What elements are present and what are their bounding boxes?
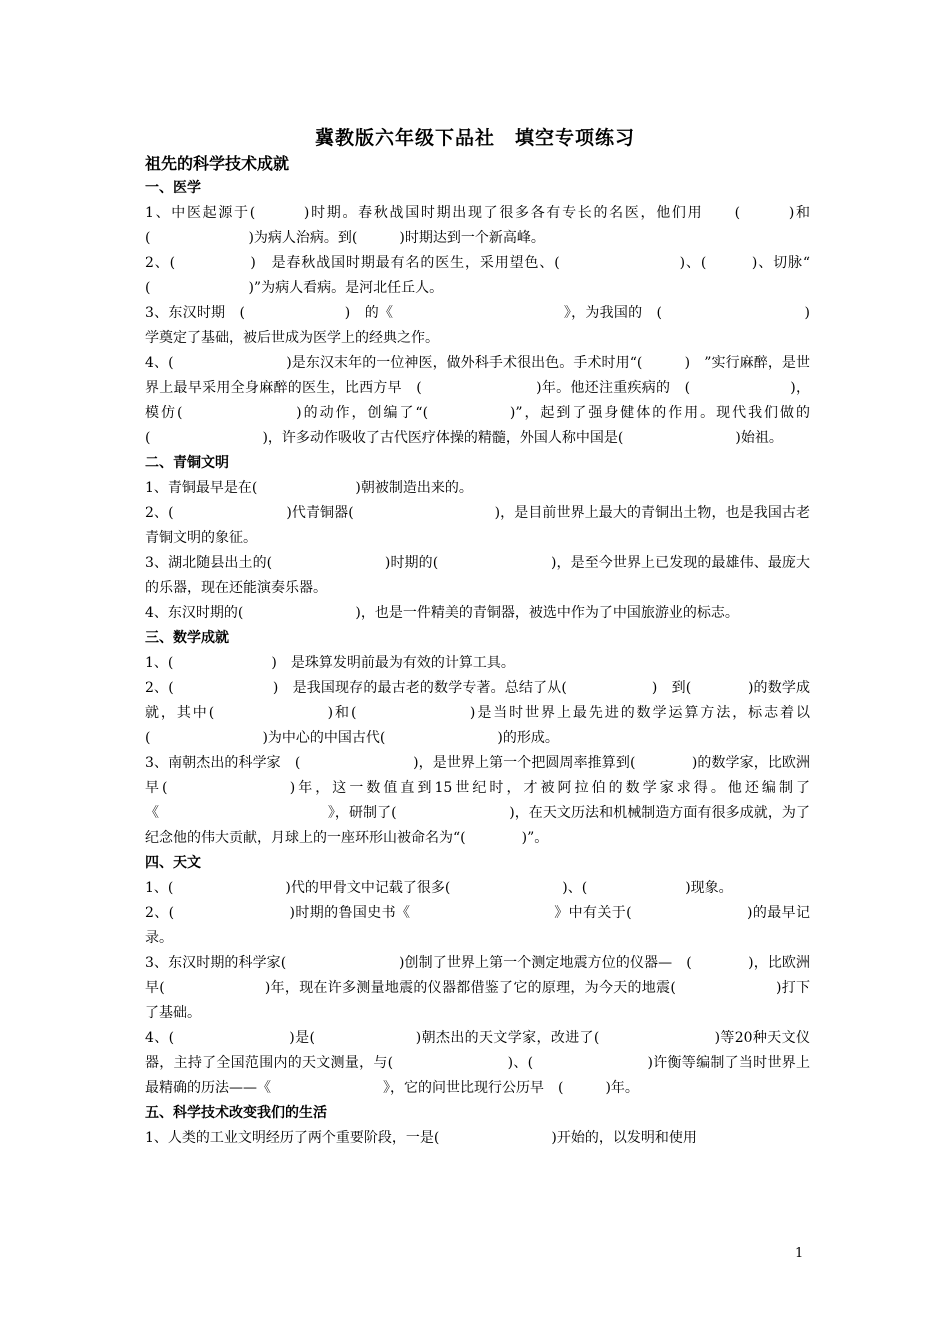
document-subtitle: 祖先的科学技术成就 [145,154,290,173]
section-heading: 二、青铜文明 [145,455,229,471]
question-item: 2、( ) 是我国现存的最古老的数学专著。总结了从( ) 到( )的数学成就，其中( )和( )是当时世界上最先进的数学运算方法，标志着以( )为中心的中国古代( )的形成。 [145,680,810,746]
question-item: 3、东汉时期 ( ) 的《 》，为我国的 ( )学奠定了基础，被后世成为医学上的经典之作。 [145,305,810,346]
question-item: 2、( )代青铜器( )，是目前世界上最大的青铜出土物，也是我国古老青铜文明的象征。 [145,505,810,546]
question-item: 4、东汉时期的( )，也是一件精美的青铜器，被选中作为了中国旅游业的标志。 [145,605,739,621]
question-item: 4、( )是东汉末年的一位神医，做外科手术很出色。手术时用“( ) ”实行麻醉，是世界上最早采用全身麻醉的医生，比西方早 ( )年。他还注重疾病的 ( )，模仿( )的动作，创编了“( )”，起到了强身健体的作用。现代我们做的( )，许多动作吸收了古代医疗体操的精髓，外国人称中国是( )始祖。 [145,355,810,446]
section-technology-life [145,1101,810,1151]
question-item: 3、湖北随县出土的( )时期的( )，是至今世界上已发现的最雄伟、最庞大的乐器，现在还能演奏乐器。 [145,555,810,596]
question-item: 4、( )是( )朝杰出的天文学家，改进了( )等20种天文仪器，主持了全国范围内的天文测量，与( )、( )许衡等编制了当时世界上最精确的历法——《 》，它的问世比现行公历早 ( )年。 [145,1030,810,1096]
question-item: 1、中医起源于( )时期。春秋战国时期出现了很多各有专长的名医，他们用 ( )和 ( )为病人治病。到( )时期达到一个新高峰。 [145,205,824,246]
section-bronze [145,451,810,626]
question-item: 1、( ) 是珠算发明前最为有效的计算工具。 [145,655,515,671]
question-item: 1、青铜最早是在( )朝被制造出来的。 [145,480,473,496]
question-item: 1、人类的工业文明经历了两个重要阶段，一是( )开始的，以发明和使用 [145,1130,697,1146]
document-title: 冀教版六年级下品社 填空专项练习 [314,127,635,149]
section-heading: 五、科学技术改变我们的生活 [145,1105,327,1121]
question-item: 2、( )时期的鲁国史书《 》中有关于( )的最早记录。 [145,905,810,946]
section-medicine [145,176,824,451]
section-heading: 三、数学成就 [145,630,229,646]
question-item: 3、东汉时期的科学家( )创制了世界上第一个测定地震方位的仪器— ( )，比欧洲早( )年，现在许多测量地震的仪器都借鉴了它的原理，为今天的地震( )打下了基础。 [145,955,810,1021]
section-astronomy [145,851,810,1101]
document-content [145,176,824,1151]
section-math [145,626,810,851]
section-heading: 一、医学 [145,180,201,196]
question-item: 3、南朝杰出的科学家 ( )，是世界上第一个把圆周率推算到( )的数学家，比欧洲早( )年，这一数值直到15世纪时，才被阿拉伯的数学家求得。他还编制了《 》，研制了( )，在天文历法和机械制造方面有很多成就，为了纪念他的伟大贡献，月球上的一座环形山被命名为“( )”。 [145,755,810,846]
question-item: 2、( ) 是春秋战国时期最有名的医生，采用望色、( )、( )、切脉“ ( )”为病人看病。是河北任丘人。 [145,255,824,296]
section-heading: 四、天文 [145,855,201,871]
question-item: 1、( )代的甲骨文中记载了很多( )、( )现象。 [145,880,733,896]
page-number: 1 [795,1246,804,1261]
